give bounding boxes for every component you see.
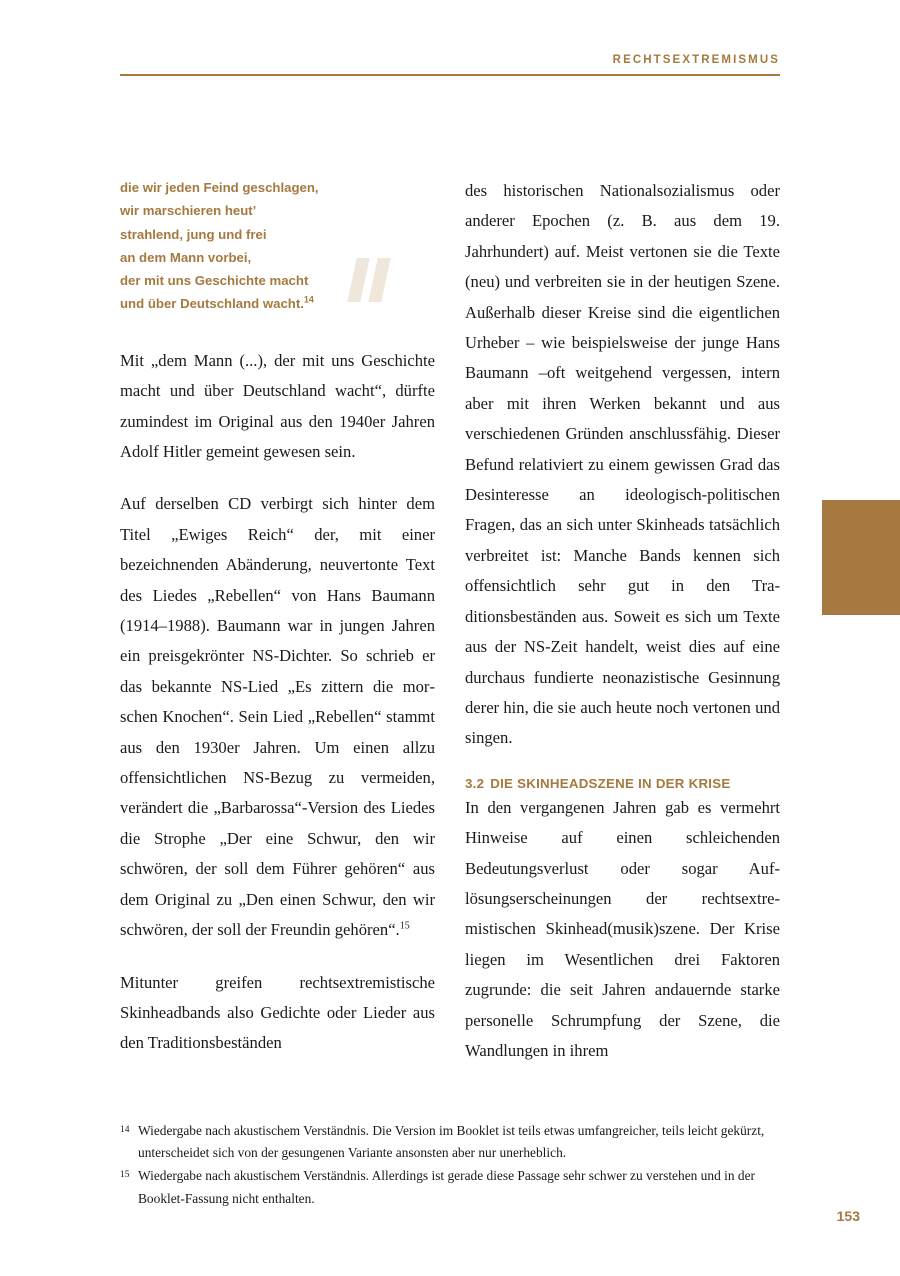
verse-line: die wir jeden Feind geschlagen, <box>120 180 319 195</box>
footnotes-area <box>120 1120 780 1211</box>
verse-quote <box>120 176 435 316</box>
footnote-reference-14[interactable]: 14 <box>303 295 314 306</box>
paragraph <box>120 489 435 945</box>
page-number: 153 <box>836 1208 860 1224</box>
verse-line: der mit uns Geschichte macht <box>120 273 309 289</box>
footnote-text: Wiedergabe nach akustischem Verständnis. Die Version im Booklet ist teils etwas umfangreicher, teils leicht gekürzt, unterscheidet sich von der gesungenen Variante ansonsten aber nur unerheblich. <box>138 1123 765 1161</box>
page-header <box>120 54 780 76</box>
footnote-text: Wiedergabe nach akustischem Verständnis. Allerdings ist gerade diese Passage sehr schwer zu verstehen und in der Booklet-Fassung nicht enthalten. <box>138 1168 755 1206</box>
section-number: 3.2 <box>465 775 485 791</box>
footnote-item <box>120 1120 780 1164</box>
footnote-item <box>120 1165 780 1209</box>
verse-line: wir marschieren heut’ <box>120 203 257 219</box>
footnote-marker: 15 <box>120 1170 130 1181</box>
right-text-column <box>465 176 780 1066</box>
paragraph: des historischen Nationalsozialismus oder anderer Epochen (z. B. aus dem 19. Jahrhundert) auf. Meist vertonen sie die Texte (neu) und verbreiten sie in der heutigen Szene. Außerhalb dieser Kreise sind die eigentlichen Urheber – wie beispielsweise der junge Hans Baumann –oft weitgehend vergessen, intern aber mit ihren Werken bekannt und aus verschiedenen Gründen anschlussfähig. Dieser Befund relativiert zu einem gewissen Grad das Desinteresse an ideologisch-politischen Fragen, das an sich unter Skinheads tatsächlich verbreitet ist: Manche Bands kennen sich offensichtlich sehr gut in den Traditionsbeständen aus. Soweit es sich um Texte aus der NS-Zeit handelt, weist dies auf eine durchaus fundierte neonazistische Gesinnung derer hin, die sie auch heute noch vertonen und singen. <box>465 181 780 748</box>
paragraph: In den vergangenen Jahren gab es vermehrt Hinweise auf einen schleichenden Bedeutungsverlust oder sogar Auflösungserscheinungen der rechtsextremistischen Skinhead(musik)szene. Der Krise liegen im Wesentlichen drei Faktoren zugrunde: die seit Jahren andauernde starke personelle Schrumpfung der Szene, die Wandlungen in ihrem <box>465 797 780 1060</box>
section-title: DIE SKINHEADSZENE IN DER KRISE <box>490 775 731 791</box>
verse-line: strahlend, jung und frei <box>120 226 267 242</box>
decorative-side-block <box>822 500 900 615</box>
running-head-title: RECHTSEXTREMISMUS <box>612 54 780 66</box>
header-divider <box>120 74 780 76</box>
footnote-marker: 14 <box>120 1125 130 1135</box>
section-heading <box>465 776 780 791</box>
footnote-reference-15[interactable]: 15 <box>399 920 410 932</box>
paragraph: Mit „dem Mann (...), der mit uns Geschichte macht und über Deutschland wacht“, dürfte zumindest im Original aus den 1940er Jahren Adolf Hitler gemeint gewesen sein. <box>120 350 435 461</box>
verse-line-text: und über Deutschland wacht. <box>120 296 304 312</box>
left-text-column <box>120 176 435 1059</box>
verse-line-with-footnote <box>120 292 435 315</box>
paragraph: Mitunter greifen rechtsextremistische Skinheadbands also Gedichte oder Lieder aus den Traditionsbeständen <box>120 972 435 1053</box>
paragraph-text: Auf derselben CD verbirgt sich hinter dem Titel „Ewiges Reich“ der, mit einer bezeichnenden Abänderung, neuvertonte Text des Liedes „Rebellen“ von Hans Baumann (1914–1988). Baumann war in jungen Jahren ein preisgekrönter NS-Dichter. So schrieb er das bekannte NS-Lied „Es zittern die morschen Knochen“. Sein Lied „Rebellen“ stammt aus den 1930er Jahren. Um einen allzu offensichtlichen NS-Bezug zu vermeiden, verändert die „Barbarossa“-Version des Liedes die Strophe „Der eine Schwur, den wir schwören, der soll dem Führer gehören“ aus dem Original zu „Den einen Schwur, den wir schwören, der soll der Freundin gehören“. <box>120 494 435 940</box>
verse-line: an dem Mann vorbei, <box>120 249 252 265</box>
text-columns <box>120 176 780 1101</box>
